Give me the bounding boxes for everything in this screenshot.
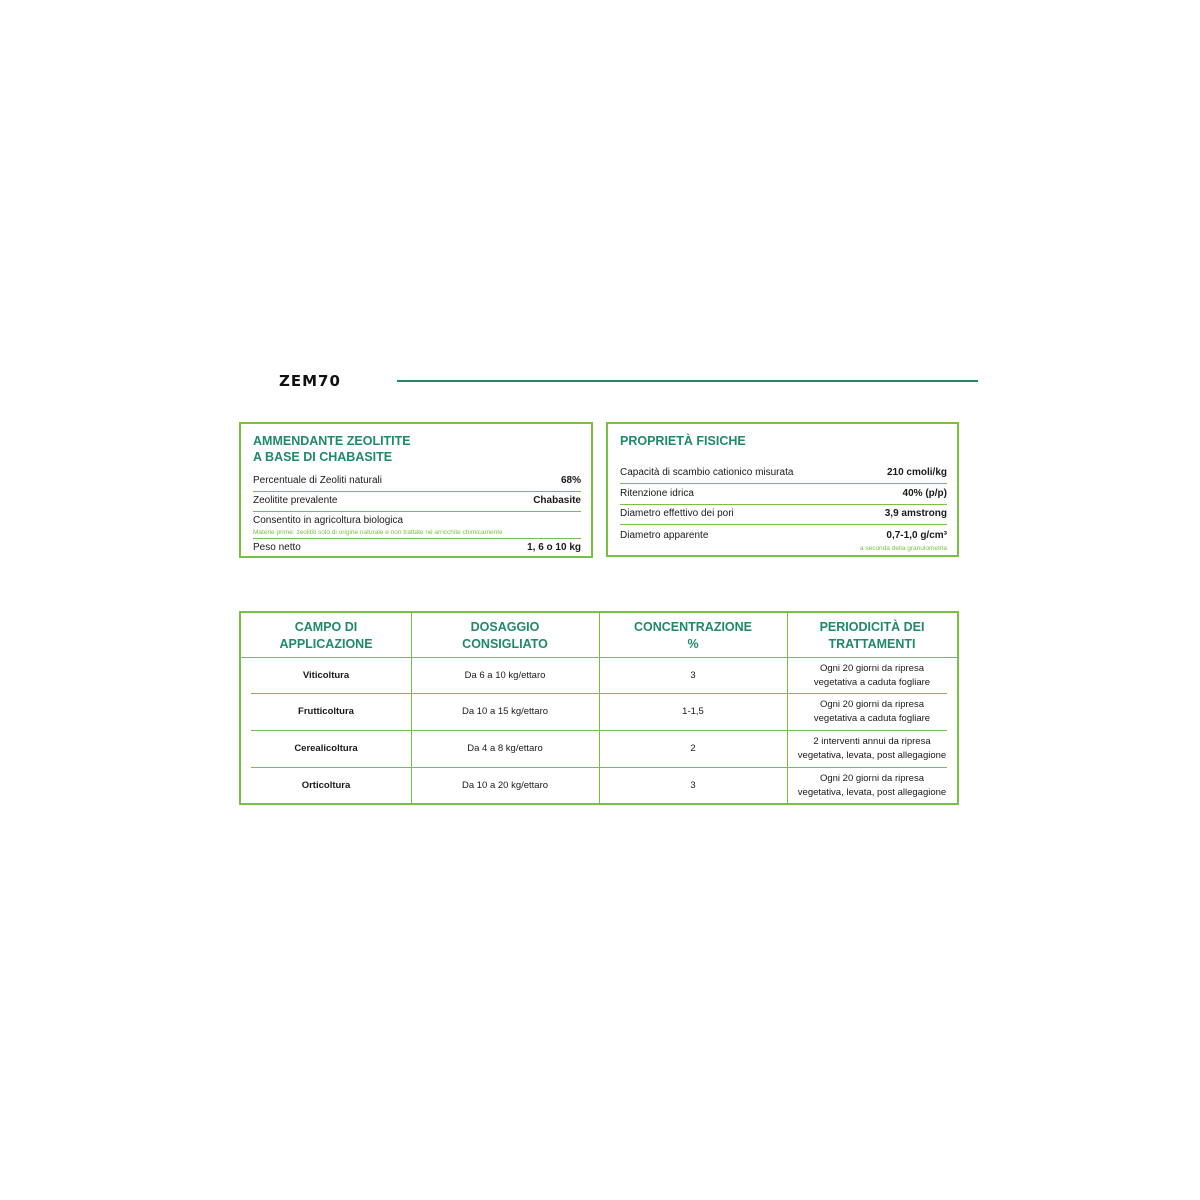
cell-periodicity xyxy=(787,768,957,804)
cell-field: Viticoltura xyxy=(302,670,350,681)
header-line: % xyxy=(687,637,699,651)
column-header-field xyxy=(241,619,411,655)
periodicity-line: vegetativa, levata, post allegagione xyxy=(797,750,947,761)
cell-field: Cerealicoltura xyxy=(294,743,358,754)
cell-field: Frutticoltura xyxy=(298,706,354,717)
periodicity-line: 2 interventi annui da ripresa xyxy=(813,736,931,747)
periodicity-line: Ogni 20 giorni da ripresa xyxy=(819,663,925,674)
row-note: a seconda della granulometria xyxy=(859,545,947,552)
row-value: 68% xyxy=(560,475,581,486)
physical-properties-title: PROPRIETÀ FISICHE xyxy=(620,434,746,448)
row-label: Diametro effettivo dei pori xyxy=(620,508,734,519)
row-label: Peso netto xyxy=(253,542,301,553)
header-line: CONSIGLIATO xyxy=(462,637,548,651)
header-line: APPLICAZIONE xyxy=(279,637,373,651)
row-divider xyxy=(620,504,947,505)
periodicity-line: vegetativa a caduta fogliare xyxy=(813,677,931,688)
header-line: CONCENTRAZIONE xyxy=(633,620,753,634)
composition-title-line2: A BASE DI CHABASITE xyxy=(253,450,393,464)
row-value: 1, 6 o 10 kg xyxy=(527,542,581,553)
row-label: Capacità di scambio cationico misurata xyxy=(620,467,794,478)
cell-periodicity xyxy=(787,694,957,730)
composition-title xyxy=(253,433,411,465)
row-divider xyxy=(253,511,581,512)
brand-divider xyxy=(397,380,978,382)
header-line: TRATTAMENTI xyxy=(828,637,916,651)
cell-dose: Da 6 a 10 kg/ettaro xyxy=(464,670,546,681)
cell-concentration: 3 xyxy=(690,780,696,791)
row-divider xyxy=(253,538,581,539)
cell-dose: Da 10 a 20 kg/ettaro xyxy=(461,780,549,791)
cell-concentration: 2 xyxy=(690,743,696,754)
periodicity-line: Ogni 20 giorni da ripresa xyxy=(819,699,925,710)
row-divider xyxy=(620,524,947,525)
row-value: 0,7-1,0 g/cm³ xyxy=(886,530,947,541)
application-table xyxy=(239,611,959,805)
cell-field: Orticoltura xyxy=(301,780,351,791)
row-label: Consentito in agricoltura biologica xyxy=(253,515,404,526)
periodicity-line: Ogni 20 giorni da ripresa xyxy=(819,773,925,784)
row-label: Ritenzione idrica xyxy=(620,488,694,499)
row-label: Zeolitite prevalente xyxy=(253,495,338,506)
column-header-periodicity xyxy=(787,619,957,655)
periodicity-line: vegetativa, levata, post allegagione xyxy=(797,787,947,798)
composition-title-line1: AMMENDANTE ZEOLITITE xyxy=(253,434,411,448)
row-value: 3,9 amstrong xyxy=(884,508,947,519)
composition-box xyxy=(239,422,593,558)
physical-properties-box xyxy=(606,422,959,557)
column-header-dose xyxy=(411,619,599,655)
row-label: Percentuale di Zeoliti naturali xyxy=(253,475,382,486)
cell-concentration: 1-1,5 xyxy=(682,706,704,717)
header-line: PERIODICITÀ DEI xyxy=(819,620,925,634)
brand-name: ZEM70 xyxy=(279,372,341,390)
column-header-concentration xyxy=(599,619,787,655)
row-label: Diametro apparente xyxy=(620,530,709,541)
row-divider xyxy=(620,483,947,484)
cell-periodicity xyxy=(787,731,957,767)
row-value: 210 cmoli/kg xyxy=(886,467,947,478)
cell-dose: Da 10 a 15 kg/ettaro xyxy=(461,706,549,717)
periodicity-line: vegetativa a caduta fogliare xyxy=(813,713,931,724)
row-divider xyxy=(253,491,581,492)
row-value: 40% (p/p) xyxy=(902,488,947,499)
cell-periodicity xyxy=(787,658,957,694)
header-line: DOSAGGIO xyxy=(470,620,540,634)
row-note: Materie prime: zeolititi solo di origine naturale e non trattate né arricchite chimicamente xyxy=(253,529,503,536)
cell-dose: Da 4 a 8 kg/ettaro xyxy=(467,743,543,754)
row-value: Chabasite xyxy=(533,495,581,506)
cell-concentration: 3 xyxy=(690,670,696,681)
header-line: CAMPO DI xyxy=(294,620,358,634)
